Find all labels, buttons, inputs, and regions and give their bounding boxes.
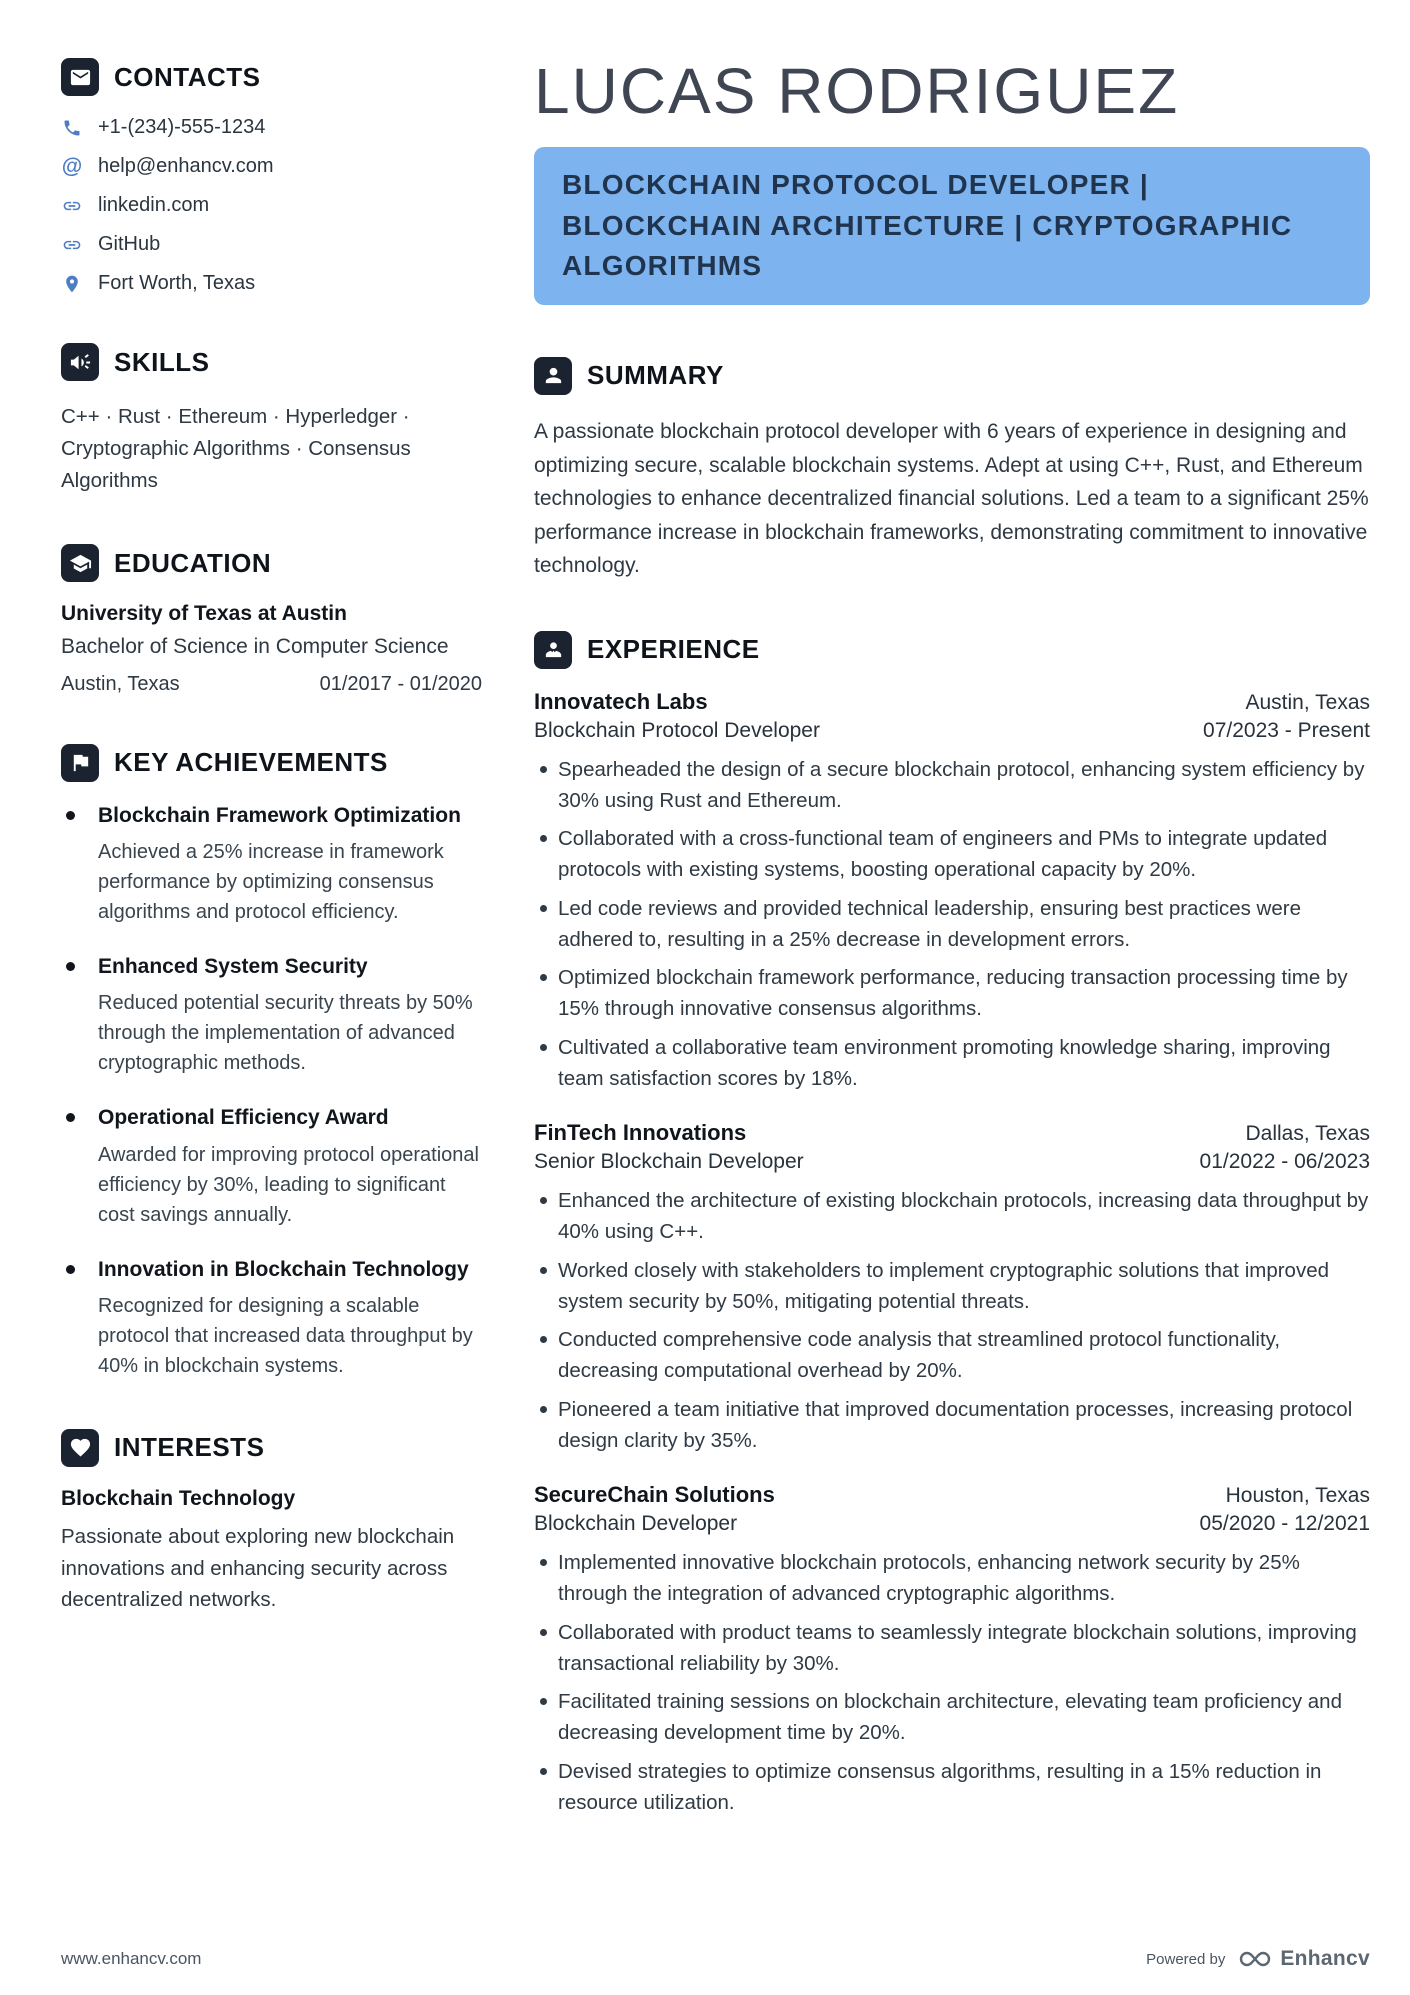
bullet-icon <box>66 811 75 820</box>
achievement-title: Operational Efficiency Award <box>98 1106 389 1130</box>
job-bullet: Pioneered a team initiative that improved documentation processes, increasing protocol design clarity by 35%. <box>534 1395 1370 1457</box>
enhancv-site-link[interactable]: www.enhancv.com <box>61 1949 202 1968</box>
job-entry <box>534 1482 1370 1818</box>
job-bullet: Cultivated a collaborative team environment promoting knowledge sharing, improving team satisfaction scores by 18%. <box>534 1033 1370 1095</box>
job-bullet: Optimized blockchain framework performance, reducing transaction processing time by 15% through innovative consensus algorithms. <box>534 963 1370 1025</box>
interests-heading <box>61 1429 482 1467</box>
job-location: Austin, Texas <box>1245 690 1370 714</box>
job-bullet: Implemented innovative blockchain protocols, enhancing network security by 25% through the integration of advanced cryptographic algorithms. <box>534 1548 1370 1610</box>
right-column <box>534 55 1370 1866</box>
infinity-icon <box>1237 1949 1273 1969</box>
email-icon: @ <box>61 155 83 178</box>
achievement-item <box>61 1104 482 1229</box>
summary-heading <box>534 357 1370 395</box>
education-heading <box>61 544 482 582</box>
job-bullet: Spearheaded the design of a secure blockchain protocol, enhancing system efficiency by 30% using Rust and Ethereum. <box>534 755 1370 817</box>
key-achievements-section <box>61 744 482 1381</box>
company-name: SecureChain Solutions <box>534 1482 775 1508</box>
key-achievements-heading <box>61 744 482 782</box>
job-bullet: Collaborated with a cross-functional team of engineers and PMs to integrate updated protocols with existing systems, boosting operational capacity by 20%. <box>534 824 1370 886</box>
job-bullet-list <box>534 1186 1370 1456</box>
job-subheader-row <box>534 1512 1370 1536</box>
key-achievements-title: KEY ACHIEVEMENTS <box>114 747 388 778</box>
job-title-banner: BLOCKCHAIN PROTOCOL DEVELOPER | BLOCKCHAIN ARCHITECTURE | CRYPTOGRAPHIC ALGORITHMS <box>534 147 1370 305</box>
education-dates: 01/2017 - 01/2020 <box>319 672 482 695</box>
job-location: Dallas, Texas <box>1245 1122 1370 1146</box>
brand-name: Enhancv <box>1280 1947 1370 1970</box>
job-header-row <box>534 689 1370 715</box>
bullet-icon <box>66 962 75 971</box>
envelope-icon <box>61 58 99 96</box>
interest-title: Blockchain Technology <box>61 1486 296 1510</box>
job-header-row <box>534 1120 1370 1146</box>
bullet-icon <box>66 1113 75 1122</box>
achievement-title: Innovation in Blockchain Technology <box>98 1257 469 1281</box>
education-section <box>61 544 482 695</box>
flag-icon <box>61 744 99 782</box>
contact-item-linkedin <box>61 194 482 217</box>
link-icon <box>61 234 83 256</box>
job-entry <box>534 689 1370 1095</box>
achievement-item <box>61 802 482 927</box>
achievement-title: Enhanced System Security <box>98 955 368 979</box>
school-name: University of Texas at Austin <box>61 602 347 626</box>
skills-heading <box>61 343 482 381</box>
megaphone-icon <box>61 343 99 381</box>
job-dates: 07/2023 - Present <box>1203 718 1370 742</box>
summary-text: A passionate blockchain protocol developer with 6 years of experience in designing and optimizing secure, scalable blockchain systems. Adept at using C++, Rust, and Ethereum technologies to enhance decentralized financial solutions. Led a team to a significant 25% performance increase in blockchain frameworks, demonstrating commitment to innovative technology. <box>534 419 1369 578</box>
interests-title: INTERESTS <box>114 1432 265 1463</box>
heart-icon <box>61 1429 99 1467</box>
interest-description: Passionate about exploring new blockchain innovations and enhancing security across decentralized networks. <box>61 1524 455 1612</box>
contact-item-location <box>61 272 482 295</box>
job-bullet: Facilitated training sessions on blockchain architecture, elevating team proficiency and decreasing development time by 20%. <box>534 1687 1370 1749</box>
graduation-cap-icon <box>61 544 99 582</box>
contact-linkedin-link[interactable]: linkedin.com <box>98 194 210 216</box>
contact-list <box>61 116 482 295</box>
contact-phone-text: +1-(234)-555-1234 <box>98 116 266 138</box>
job-location: Houston, Texas <box>1225 1484 1370 1508</box>
enhancv-logo[interactable] <box>1237 1947 1370 1971</box>
summary-title: SUMMARY <box>587 360 724 391</box>
page-footer <box>61 1947 1370 1971</box>
interests-section <box>61 1429 482 1616</box>
contact-item-email <box>61 155 482 178</box>
contact-item-github <box>61 233 482 256</box>
skills-section <box>61 343 482 496</box>
experience-section <box>534 631 1370 1819</box>
achievement-title: Blockchain Framework Optimization <box>98 803 461 827</box>
job-bullet: Worked closely with stakeholders to implement cryptographic solutions that improved system security by 50%, mitigating potential threats. <box>534 1256 1370 1318</box>
skills-title: SKILLS <box>114 346 210 377</box>
degree-name: Bachelor of Science in Computer Science <box>61 635 449 659</box>
job-bullet: Led code reviews and provided technical leadership, ensuring best practices were adhered to, resulting in a 25% decrease in development errors. <box>534 894 1370 956</box>
job-header-row <box>534 1482 1370 1508</box>
education-meta <box>61 673 482 696</box>
job-bullet: Collaborated with product teams to seamlessly integrate blockchain solutions, improving transactional reliability by 30%. <box>534 1618 1370 1680</box>
achievement-list <box>61 802 482 1381</box>
job-subheader-row <box>534 1150 1370 1174</box>
company-name: Innovatech Labs <box>534 688 708 714</box>
job-subheader-row <box>534 719 1370 743</box>
education-title: EDUCATION <box>114 547 272 578</box>
left-column <box>61 58 482 1866</box>
skills-text: C++ · Rust · Ethereum · Hyperledger · Cryptographic Algorithms · Consensus Algorithms <box>61 405 411 492</box>
achievement-description: Recognized for designing a scalable protocol that increased data throughput by 40% in blockchain systems. <box>98 1294 473 1377</box>
achievement-item <box>61 953 482 1078</box>
contacts-title: CONTACTS <box>114 61 261 92</box>
contact-item-phone <box>61 116 482 139</box>
job-bullet-list <box>534 1548 1370 1818</box>
person-icon <box>534 357 572 395</box>
link-icon <box>61 195 83 217</box>
powered-by-group <box>1146 1947 1370 1971</box>
job-bullet: Enhanced the architecture of existing blockchain protocols, increasing data throughput by 40% using C++. <box>534 1186 1370 1248</box>
job-bullet-list <box>534 755 1370 1095</box>
location-pin-icon <box>61 273 83 295</box>
bullet-icon <box>66 1265 75 1274</box>
experience-heading <box>534 631 1370 669</box>
candidate-name: LUCAS RODRIGUEZ <box>534 55 1180 127</box>
powered-by-label: Powered by <box>1146 1950 1226 1968</box>
contact-location-text: Fort Worth, Texas <box>98 272 256 294</box>
summary-section <box>534 357 1370 583</box>
contacts-heading <box>61 58 482 96</box>
job-entry <box>534 1120 1370 1456</box>
job-title: Blockchain Developer <box>534 1512 738 1536</box>
job-dates: 05/2020 - 12/2021 <box>1199 1512 1370 1536</box>
education-location: Austin, Texas <box>61 672 180 695</box>
phone-icon <box>61 117 83 139</box>
job-dates: 01/2022 - 06/2023 <box>1199 1150 1370 1174</box>
contacts-section <box>61 58 482 295</box>
achievement-description: Reduced potential security threats by 50% through the implementation of advanced cryptographic methods. <box>98 992 473 1075</box>
contact-email-link[interactable]: help@enhancv.com <box>98 155 274 177</box>
job-bullet: Devised strategies to optimize consensus algorithms, resulting in a 15% reduction in resource utilization. <box>534 1757 1370 1819</box>
job-bullet: Conducted comprehensive code analysis that streamlined protocol functionality, decreasing computational overhead by 20%. <box>534 1325 1370 1387</box>
company-name: FinTech Innovations <box>534 1120 747 1146</box>
achievement-description: Awarded for improving protocol operational efficiency by 30%, leading to significant cost savings annually. <box>98 1143 479 1226</box>
businessperson-icon <box>534 631 572 669</box>
contact-github-link[interactable]: GitHub <box>98 233 161 255</box>
job-title: Blockchain Protocol Developer <box>534 718 820 742</box>
experience-title: EXPERIENCE <box>587 634 760 665</box>
achievement-description: Achieved a 25% increase in framework performance by optimizing consensus algorithms and protocol efficiency. <box>98 841 444 924</box>
achievement-item <box>61 1256 482 1381</box>
job-title: Senior Blockchain Developer <box>534 1150 804 1174</box>
